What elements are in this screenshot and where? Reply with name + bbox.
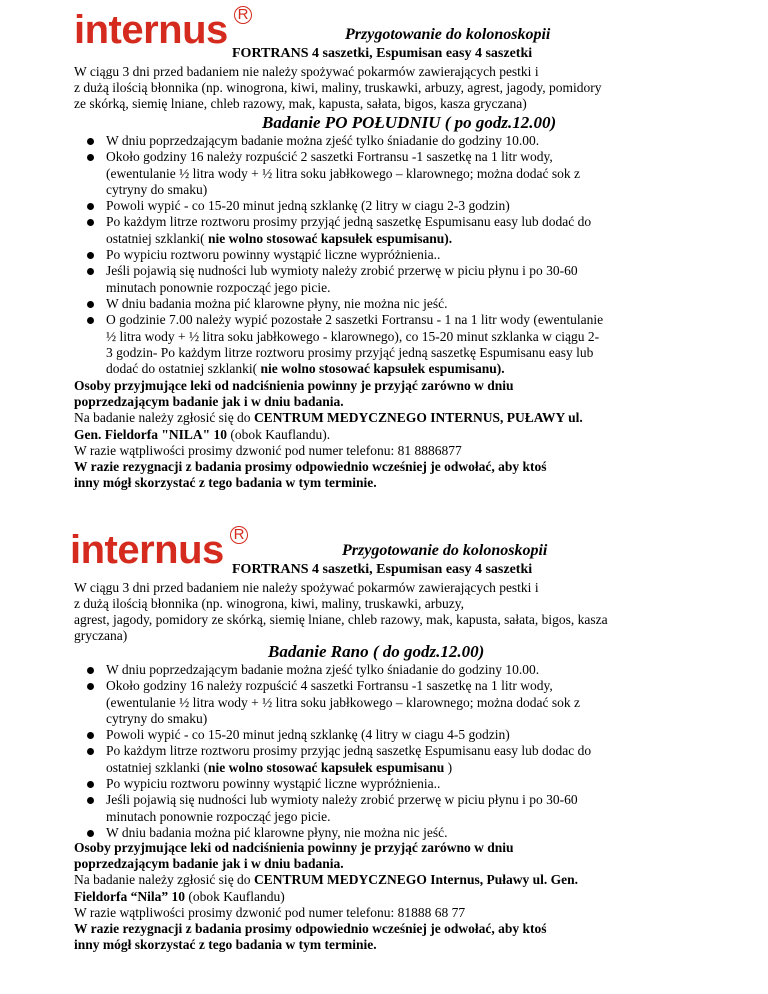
internus-logo: internus R [74,10,228,50]
phone-line: W razie wątpliwości prosimy dzwonić pod numer telefonu: 81 8886877 [74,442,462,458]
section-heading: Badanie Rano ( do godz.12.00) [268,642,485,661]
bullet-icon [87,781,94,788]
list-item: Po wypiciu roztworu powinny wystąpić liczne wypróżnienia.. [106,776,746,792]
bullet-icon [87,830,94,837]
subtitle: FORTRANS 4 saszetki, Espumisan easy 4 saszetki [232,46,533,61]
bullet-icon [87,219,94,226]
bullet-icon [87,154,94,161]
list-item: Po wypiciu roztworu powinny wystąpić liczne wypróżnienia.. [106,247,746,263]
list-item: Po każdym litrze roztworu prosimy przyjąć jedną saszetkę Espumisanu easy lub dodać do ostatniej szklanki( nie wolno stosować kapsułek espumisanu). [106,214,746,247]
list-item: Jeśli pojawią się nudności lub wymioty należy zrobić przerwę w piciu płynu i po 30-60 minutach ponownie rozpocząć jego picie. [106,792,746,825]
list-item: Jeśli pojawią się nudności lub wymioty należy zrobić przerwę w piciu płynu i po 30-60 minutach ponownie rozpocząć jego picie. [106,263,746,296]
bullet-icon [87,301,94,308]
list-item: Po każdym litrze roztworu prosimy przyjąc jedną saszetkę Espumisanu easy lub dodac do ostatniej szklanki (nie wolno stosować kapsułek espumisanu ) [106,743,746,776]
bullet-icon [87,667,94,674]
list-item: Powoli wypić - co 15-20 minut jedną szklankę (2 litry w ciagu 2-3 godzin) [106,198,746,214]
bullet-icon [87,268,94,275]
subtitle: FORTRANS 4 saszetki, Espumisan easy 4 saszetki [232,562,533,577]
footer-notes: Osoby przyjmujące leki od nadciśnienia powinny je przyjąć zarówno w dniu poprzedzającym badanie jak i w dniu badania. Na badanie należy zgłosić się do CENTRUM MEDYCZNEGO INTERNUS, PUŁAWY ul. Gen. Fieldorfa "NILA" 10 (obok Kauflandu). W razie wątpliwości prosimy dzwonić pod numer telefonu: 81 8886877 W razie rezygnacji z badania prosimy odpowiednio wcześniej je odwołać, aby ktoś inny mógł skorzystać z tego badania w tym terminie. [74,378,754,491]
list-item: Powoli wypić - co 15-20 minut jedną szklankę (4 litry w ciagu 4-5 godzin) [106,727,746,743]
instruction-list [106,662,746,841]
section-heading: Badanie PO POŁUDNIU ( po godz.12.00) [262,113,557,132]
bullet-icon [87,797,94,804]
instruction-list [106,133,746,377]
list-item: Około godziny 16 należy rozpuścić 2 saszetki Fortransu -1 saszetkę na 1 litr wody, (ewentulanie ½ litra wody + ½ litra soku jabłkowego – klarownego; można dodać sok z cytryny do smaku) [106,149,746,198]
page-title: Przygotowanie do kolonoskopii [342,542,548,559]
phone-line: W razie wątpliwości prosimy dzwonić pod numer telefonu: 81888 68 77 [74,904,466,920]
intro-text: W ciągu 3 dni przed badaniem nie należy spożywać pokarmów zawierających pestki i z dużą ilością błonnika (np. winogrona, kiwi, maliny, truskawki, arbuzy, agrest, jagody, pomidory ze skórką, siemię lniane, chleb razowy, mak, kapusta, sałata, bigos, kasza gryczana) [74,580,608,643]
bullet-icon [87,252,94,259]
list-item: W dniu poprzedzającym badanie można zjeść tylko śniadanie do godziny 10.00. [106,133,746,149]
list-item: W dniu badania można pić klarowne płyny, nie można nic jeść. [106,296,746,312]
bullet-icon [87,317,94,324]
intro-text: W ciągu 3 dni przed badaniem nie należy spożywać pokarmów zawierających pestki i z dużą ilością błonnika (np. winogrona, kiwi, maliny, truskawki, arbuzy, agrest, jagody, pomidory ze skórką, siemię lniane, chleb razowy, mak, kapusta, sałata, bigos, kasza gryczana) [74,64,602,111]
registered-icon: R [234,6,252,24]
bullet-icon [87,683,94,690]
bullet-icon [87,732,94,739]
registered-icon: R [230,526,248,544]
list-item: W dniu poprzedzającym badanie można zjeść tylko śniadanie do godziny 10.00. [106,662,746,678]
internus-logo: internus R [70,530,224,570]
list-item: O godzinie 7.00 należy wypić pozostałe 2 saszetki Fortransu - 1 na 1 litr wody (ewentulanie ½ litra wody + ½ litra soku jabłkowego - klarownego), co 15-20 minut szklanka w ciągu 2- 3 godzin- Po każdym litrze roztworu prosimy przyjąć jedną saszetkę Espumisanu easy lub dodać do ostatniej szklanki( nie wolno stosować kapsułek espumisanu). [106,312,746,377]
list-item: Około godziny 16 należy rozpuścić 4 saszetki Fortransu -1 saszetkę na 1 litr wody, (ewentulanie ½ litra wody + ½ litra soku jabłkowego – klarownego; można dodać sok z cytryny do smaku) [106,678,746,727]
footer-notes: Osoby przyjmujące leki od nadciśnienia powinny je przyjąć zarówno w dniu poprzedzającym badanie jak i w dniu badania. Na badanie należy zgłosić się do CENTRUM MEDYCZNEGO Internus, Puławy ul. Gen. Fieldorfa “Nila” 10 (obok Kauflandu) W razie wątpliwości prosimy dzwonić pod numer telefonu: 81888 68 77 W razie rezygnacji z badania prosimy odpowiednio wcześniej je odwołać, aby ktoś inny mógł skorzystać z tego badania w tym terminie. [74,840,754,953]
page-title: Przygotowanie do kolonoskopii [345,26,551,43]
bullet-icon [87,138,94,145]
bullet-icon [87,748,94,755]
list-item: W dniu badania można pić klarowne płyny, nie można nic jeść. [106,825,746,841]
bullet-icon [87,203,94,210]
